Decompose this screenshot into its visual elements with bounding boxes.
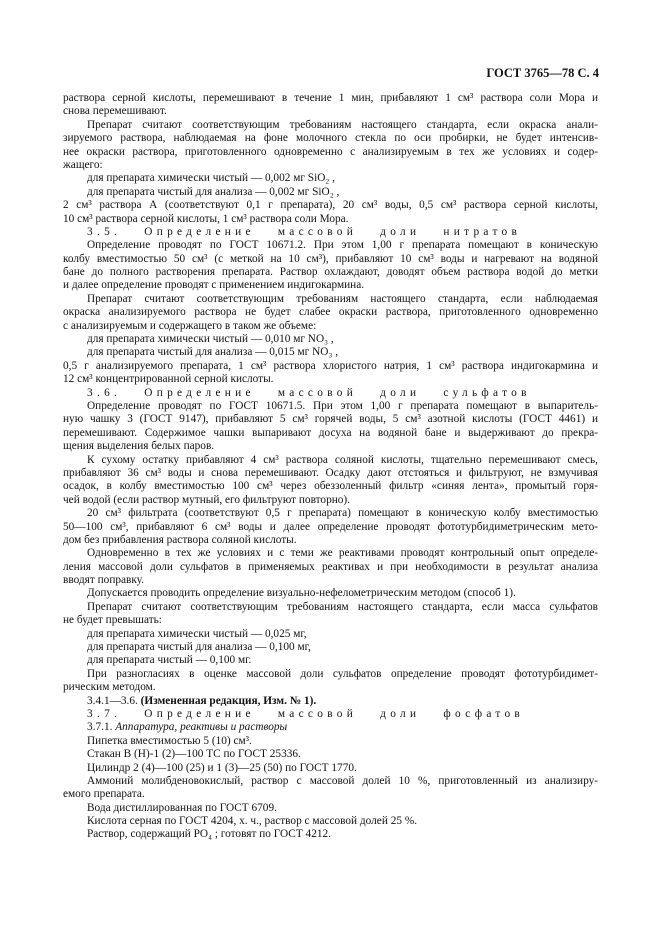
amendment-ref: 3.4.1—3.6. [87, 694, 141, 707]
subsection-heading-3-7-1 [63, 721, 598, 734]
subsection-number: 3.7.1. [87, 721, 116, 734]
text-line: окраска анализируемого раствора не будет слабее окраски раствора, приготовленного одновременно [63, 306, 598, 319]
paragraph-start: 20 см³ фильтрата (соответствуют 0,5 г препарата) помещают в коническую колбу вместимостью [87, 507, 598, 520]
section-heading-3-7: 3.7. Определение массовой доли фосфатов [87, 707, 525, 720]
paragraph-start: К сухому остатку прибавляют 4 см³ раствора соляной кислоты, тщательно перемешивают смесь, [87, 453, 598, 466]
subsection-title: Аппаратура, реактивы и растворы [115, 721, 288, 734]
paragraph-start: Препарат считают соответствующим требованиям настоящего стандарта, если наблюдаемая [87, 292, 598, 305]
text-line: 2 см³ раствора А (соответствуют 0,1 г препарата), 20 см³ воды, 0,5 см³ раствора серной кислоты, [63, 199, 598, 212]
text-line: 10 см³ раствора серной кислоты, 1 см³ раствора соли Мора. [63, 212, 349, 225]
list-item: Стакан В (Н)-1 (2)—100 ТС по ГОСТ 25336. [87, 748, 301, 761]
paragraph-start: Определение проводят по ГОСТ 10671.5. При этом 1,00 г препарата помещают в выпаритель- [87, 399, 598, 412]
list-item: для препарата чистый для анализа — 0,002 мг SiO₂ , [87, 185, 340, 198]
paragraph-start: Допускается проводить определение визуально-нефелометрическим методом (способ 1). [87, 587, 516, 600]
section-heading-3-6: 3.6. Определение массовой доли сульфатов [87, 386, 531, 399]
list-item: для препарата химически чистый — 0,025 мг, [87, 627, 307, 640]
text-line: емого препарата. [63, 788, 145, 801]
text-line: щения выделения белых паров. [63, 440, 215, 453]
text-line: колбу вместимостью 50 см³ (с меткой на 10 см³), прибавляют 10 см³ воды и нагревают на водяной [63, 252, 598, 265]
section-heading-3-5: 3.5. Определение массовой доли нитратов [87, 225, 522, 238]
paragraph-start: Определение проводят по ГОСТ 10671.2. При этом 1,00 г препарата помещают в коническую [87, 239, 598, 252]
paragraph-start: Препарат считают соответствующим требованиям настоящего стандарта, если масса сульфатов [87, 600, 598, 613]
text-line: чей водой (если раствор мутный, его фильтруют повторно). [63, 493, 350, 506]
paragraph-start: Препарат считают соответствующим требованиям настоящего стандарта, если окраска анали- [87, 118, 598, 131]
list-item: Кислота серная по ГОСТ 4204, х. ч., раствор с массовой долей 25 %. [87, 815, 418, 828]
amendment-line [63, 695, 598, 708]
list-item: Аммоний молибденовокислый, раствор с массовой долей 10 %, приготовленный из анализиру- [87, 774, 598, 787]
list-item: Цилиндр 2 (4)—100 (25) и 1 (3)—25 (50) по ГОСТ 1770. [87, 761, 357, 774]
paragraph-start: При разногласиях в оценке массовой доли сульфатов определение проводят фототурбидимет- [87, 667, 598, 680]
text-line: и далее определение проводят с применением индигокармина. [63, 279, 365, 292]
paragraph-start: Одновременно в тех же условиях и с теми же реактивами проводят контрольный опыт определе- [87, 547, 598, 560]
text-line: осадок, в колбу вместимостью 100 см³ через обеззоленный фильтр «синяя лента», промытый горя- [63, 480, 598, 493]
text-line: рическим методом. [63, 681, 156, 694]
text-line: зируемого раствора, наблюдаемая на фоне молочного стекла по оси пробирки, не будет интенсив- [63, 132, 598, 145]
text-line: с анализируемым и содержащего в таком же объеме: [63, 319, 317, 332]
list-item: для препарата чистый — 0,100 мг. [87, 654, 252, 667]
text-line: ления массовой доли сульфатов в применяемых реактивах и при необходимости в результат анализа [63, 560, 598, 573]
text-line: ную чашку 3 (ГОСТ 9147), прибавляют 5 см³ горячей воды, 5 см³ азотной кислоты (ГОСТ 4461) и [63, 413, 598, 426]
list-item: для препарата чистый для анализа — 0,015 мг NO₃ , [87, 346, 339, 359]
list-item: для препарата химически чистый — 0,002 мг SiO₂ , [87, 172, 335, 185]
list-item: для препарата чистый для анализа — 0,100 мг, [87, 641, 311, 654]
text-line: бане до полного растворения препарата. Раствор охлаждают, доводят объем раствора водой до метки [63, 266, 598, 279]
list-item: Вода дистиллированная по ГОСТ 6709. [87, 801, 277, 814]
text-line: дом без прибавления раствора соляной кислоты. [63, 533, 297, 546]
text-line: не будет превышать: [63, 614, 162, 627]
text-line: снова перемешивают. [63, 105, 167, 118]
list-item: для препарата химически чистый — 0,010 мг NO₃ , [87, 333, 334, 346]
text-line: 0,5 г анализируемого препарата, 1 см³ раствора хлористого натрия, 1 см³ раствора индигокармина и [63, 359, 598, 372]
text-line: вводят поправку. [63, 574, 145, 587]
text-line: перемешивают. Содержимое чашки выпаривают досуха на водяной бане и выдерживают до прекра- [63, 426, 598, 439]
text-line: нее окраски раствора, приготовленного одновременно с анализируемым в тех же условиях и содер- [63, 145, 598, 158]
text-line: прибавляют 36 см³ воды и снова перемешивают. Осадку дают отстояться и фильтруют, не взмучивая [63, 466, 598, 479]
text-line: раствора серной кислоты, перемешивают в течение 1 мин, прибавляют 1 см³ раствора соли Мора и [63, 92, 598, 104]
list-item: Пипетка вместимостью 5 (10) см³. [87, 734, 252, 747]
text-line: 12 см³ концентрированной серной кислоты. [63, 373, 274, 386]
text-line: 50—100 см³, прибавляют 6 см³ воды и далее определение проводят фототурбидиметрическим мето- [63, 520, 598, 533]
list-item: Раствор, содержащий PO₄ ; готовят по ГОСТ 4212. [87, 828, 331, 841]
page-header: ГОСТ 3765—78 С. 4 [486, 66, 599, 80]
text-line: жащего: [63, 158, 103, 171]
amendment-note: (Измененная редакция, Изм. № 1). [140, 694, 317, 707]
document-body [63, 92, 598, 842]
